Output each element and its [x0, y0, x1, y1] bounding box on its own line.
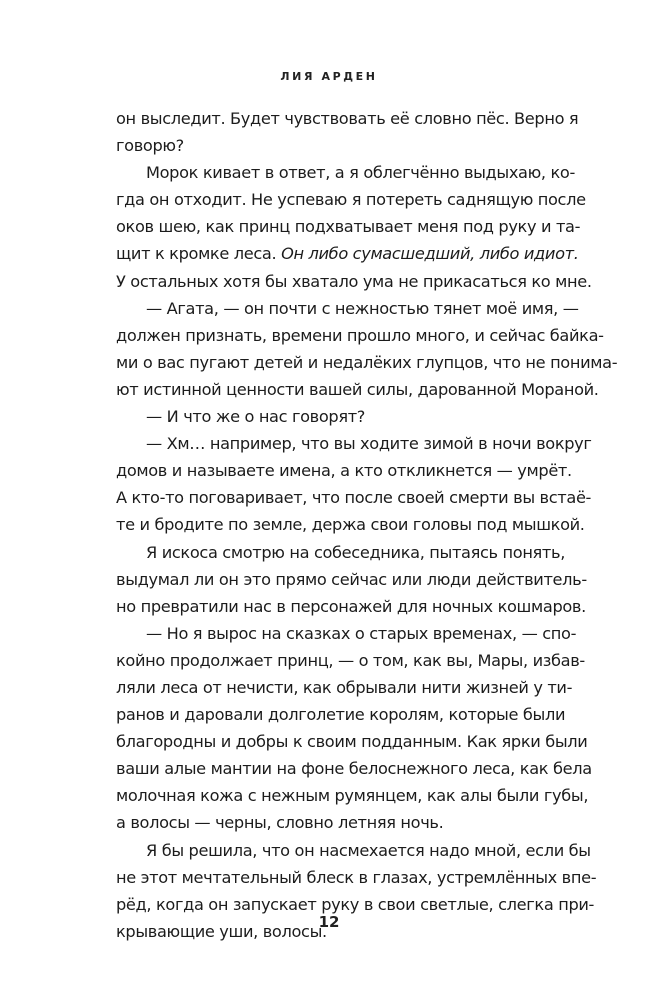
text-line: — Агата, — он почти с нежностью тянет моё имя, — [146, 298, 579, 318]
text-line: ми о вас пугают детей и недалёких глупцов, что не понима- [116, 352, 618, 372]
text-line: ют истинной ценности вашей силы, дарованной Мораной. [116, 379, 599, 399]
text-line: но превратили нас в персонажей для ночных кошмаров. [116, 596, 586, 616]
text-line: рёд, когда он запускает руку в свои светлые, слегка при- [116, 894, 595, 914]
page-number: 12 [318, 913, 340, 931]
text-line: ваши алые мантии на фоне белоснежного леса, как бела [116, 759, 592, 779]
text-line: гда он отходит. Не успеваю я потереть саднящую после [116, 190, 586, 210]
text-line: У остальных хотя бы хватало ума не прикасаться ко мне. [116, 271, 592, 291]
text-line: койно продолжает принц, — о том, как вы, Мары, избав- [116, 650, 585, 670]
text-line: молочная кожа с нежным румянцем, как алы были губы, [116, 786, 589, 806]
text-line: оков шею, как принц подхватывает меня под руку и та- [116, 217, 581, 237]
text-line: Я искоса смотрю на собеседника, пытаясь понять, [146, 542, 566, 562]
text-line: — И что же о нас говорят? [146, 407, 366, 427]
text-line: не этот мечтательный блеск в глазах, устремлённых впе- [116, 867, 597, 887]
text-line: щит к кромке леса. Он либо сумасшедший, либо идиот. [116, 244, 579, 264]
body-text [116, 105, 618, 945]
text-line: а волосы — черны, словно летняя ночь. [116, 813, 444, 833]
text-line: Морок кивает в ответ, а я облегчённо выдыхаю, ко- [146, 163, 575, 183]
text-line: Я бы решила, что он насмехается надо мной, если бы [146, 840, 591, 860]
text-line: должен признать, времени прошло много, и сейчас байка- [116, 325, 604, 345]
text-line: ранов и даровали долголетие королям, которые были [116, 705, 566, 725]
text-line: те и бродите по земле, держа свои головы под мышкой. [116, 515, 585, 535]
text-line: — Но я вырос на сказках о старых временах, — спо- [146, 623, 577, 643]
italic-thought: Он либо сумасшедший, либо идиот. [281, 244, 579, 264]
text-line: он выследит. Будет чувствовать её словно пёс. Верно я [116, 109, 579, 128]
running-head: ЛИЯ АРДЕН [280, 70, 378, 83]
text-line: домов и называете имена, а кто откликнется — умрёт. [116, 461, 572, 481]
text-line: ляли леса от нечисти, как обрывали нити жизней у ти- [116, 677, 573, 697]
text-line: благородны и добры к своим подданным. Как ярки были [116, 732, 588, 752]
text-line: — Хм… например, что вы ходите зимой в ночи вокруг [146, 434, 592, 454]
text-line: говорю? [116, 136, 184, 156]
text-line: крывающие уши, волосы. [116, 921, 327, 941]
text-line: А кто-то поговаривает, что после своей смерти вы встаё- [116, 488, 592, 508]
text-line: выдумал ли он это прямо сейчас или люди действитель- [116, 569, 587, 589]
